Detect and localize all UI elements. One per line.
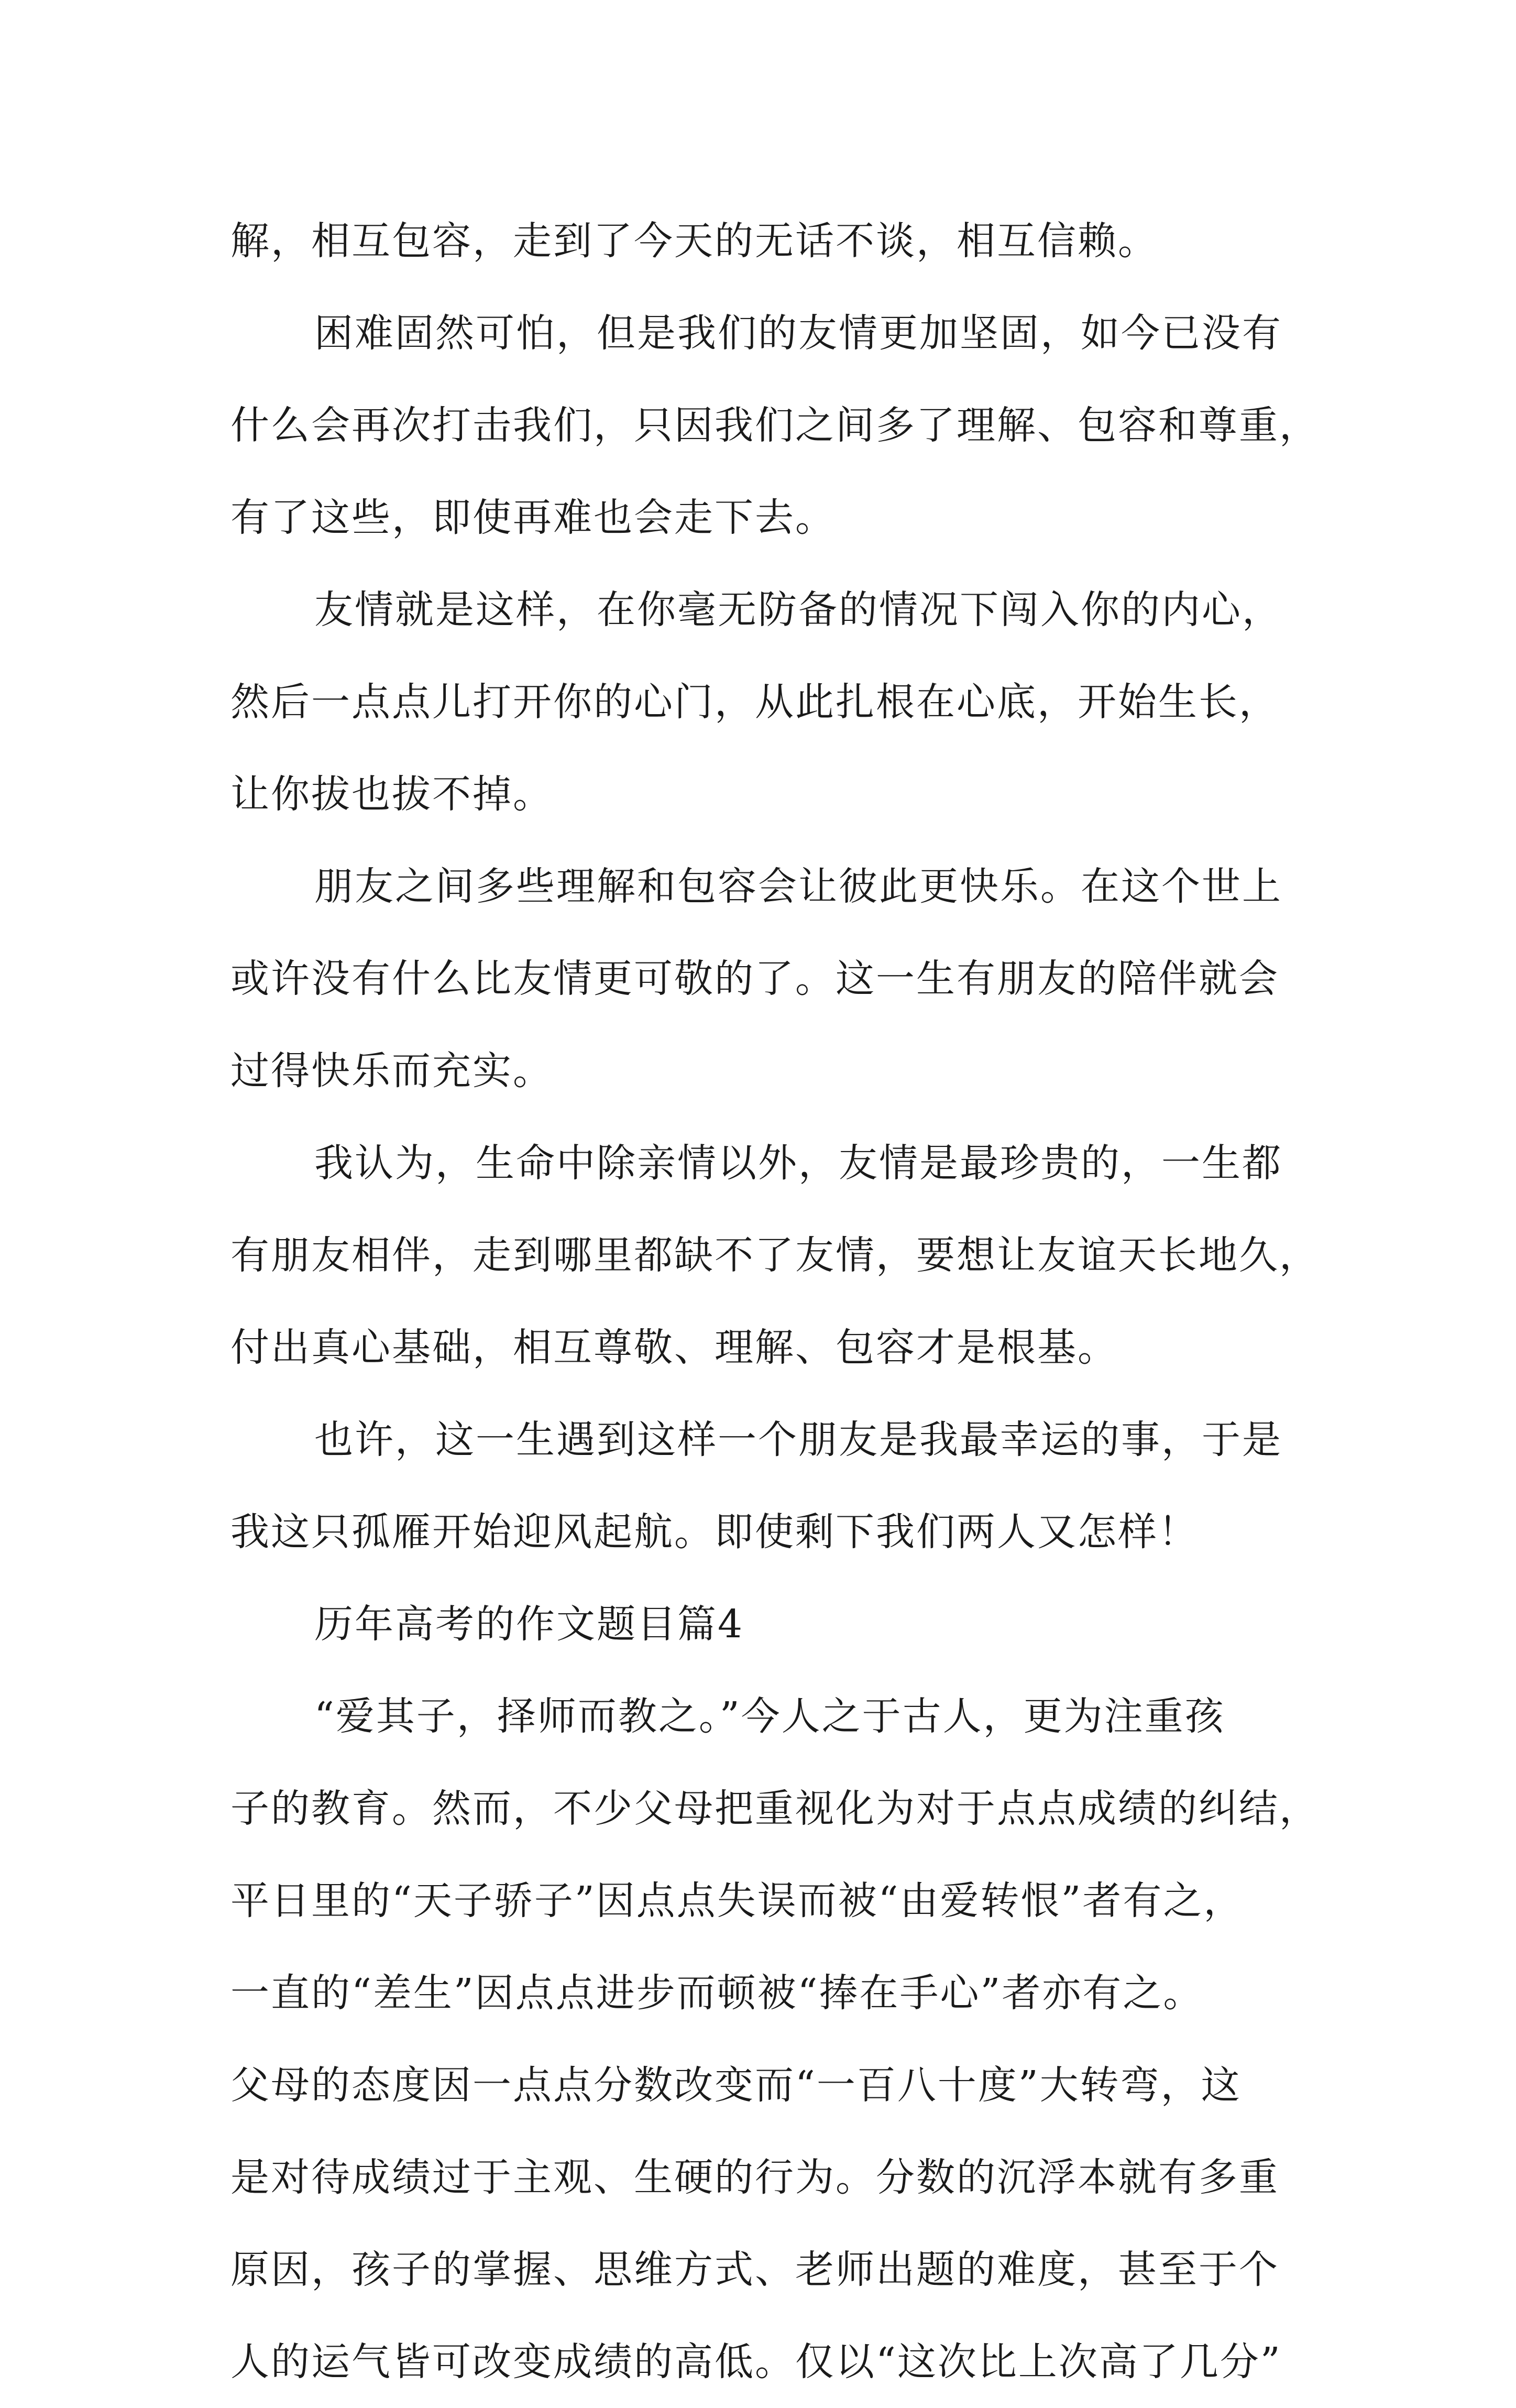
text-line: 或许没有什么比友情更可敬的了。这一生有朋友的陪伴就会 xyxy=(230,956,1279,1001)
text-line: 平日里的“天子骄子”因点点失误而被“由爱转恨”者有之， xyxy=(230,1878,1244,1923)
text-line: 什么会再次打击我们，只因我们之间多了理解、包容和尊重， xyxy=(230,403,1320,448)
text-line: 有朋友相伴，走到哪里都缺不了友情，要想让友谊天长地久， xyxy=(230,1233,1320,1278)
text-line: 子的教育。然而，不少父母把重视化为对于点点成绩的纠结， xyxy=(230,1786,1320,1831)
text-line: 我这只孤雁开始迎风起航。即使剩下我们两人又怎样！ xyxy=(230,1509,1199,1555)
paragraph-start-line: “爱其子，择师而教之。”今人之于古人，更为注重孩 xyxy=(314,1694,1225,1739)
text-line: 有了这些，即使再难也会走下去。 xyxy=(230,495,836,540)
text-line: 父母的态度因一点点分数改变而“一百八十度”大转弯，这 xyxy=(230,2063,1242,2108)
text-line: 人的运气皆可改变成绩的高低。仅以“这次比上次高了几分” xyxy=(230,2339,1282,2384)
paragraph-start-line: 我认为，生命中除亲情以外，友情是最珍贵的，一生都 xyxy=(314,1141,1282,1186)
paragraph-start-line: 也许，这一生遇到这样一个朋友是我最幸运的事，于是 xyxy=(314,1417,1282,1462)
paragraph-start-line: 困难固然可怕，但是我们的友情更加坚固，如今已没有 xyxy=(314,311,1282,356)
paragraph-start-line: 友情就是这样，在你毫无防备的情况下闯入你的内心， xyxy=(314,587,1282,632)
section-heading: 历年高考的作文题目篇4 xyxy=(314,1602,744,1647)
text-line: 过得快乐而充实。 xyxy=(230,1048,553,1093)
text-line: 然后一点点儿打开你的心门，从此扎根在心底，开始生长， xyxy=(230,680,1279,725)
paragraph-start-line: 朋友之间多些理解和包容会让彼此更快乐。在这个世上 xyxy=(314,864,1282,909)
text-line: 解，相互包容，走到了今天的无话不谈，相互信赖。 xyxy=(230,218,1158,264)
text-line: 让你拔也拔不掉。 xyxy=(230,772,553,817)
text-line: 原因，孩子的掌握、思维方式、老师出题的难度，甚至于个 xyxy=(230,2247,1279,2292)
text-line: 是对待成绩过于主观、生硬的行为。分数的沉浮本就有多重 xyxy=(230,2155,1279,2200)
body-text xyxy=(230,195,1320,2408)
text-line: 付出真心基础，相互尊敬、理解、包容才是根基。 xyxy=(230,1325,1118,1370)
text-line: 一直的“差生”因点点进步而顿被“捧在手心”者亦有之。 xyxy=(230,1971,1204,2016)
